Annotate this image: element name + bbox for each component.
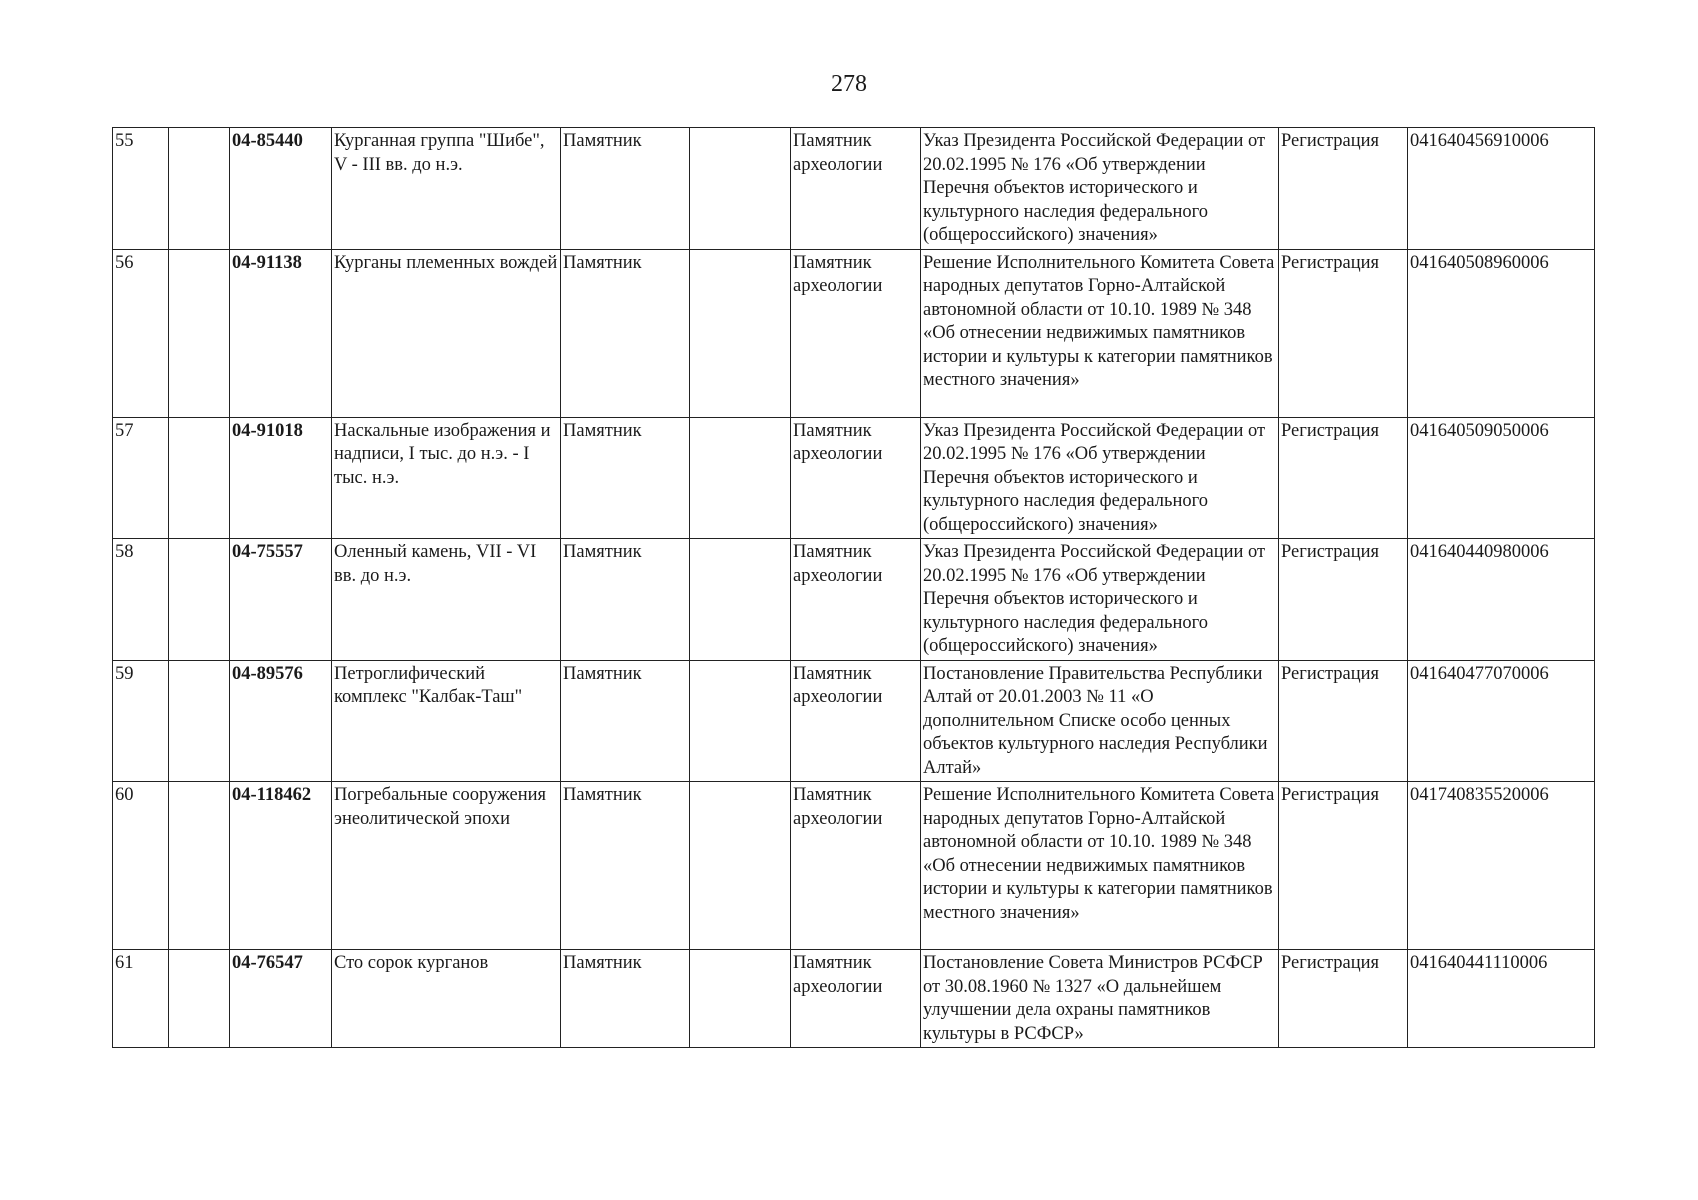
action-type: Регистрация <box>1279 782 1408 950</box>
registration-number: 041640477070006 <box>1408 660 1595 782</box>
object-name: Погребальные сооружения энеолитической эпохи <box>332 782 561 950</box>
object-kind: Памятник <box>561 128 690 250</box>
empty-cell <box>169 950 230 1048</box>
empty-cell <box>169 539 230 661</box>
empty-cell <box>690 128 791 250</box>
object-category: Памятник археологии <box>791 249 921 417</box>
object-category: Памятник археологии <box>791 128 921 250</box>
table-row <box>113 539 1595 661</box>
row-number: 56 <box>113 249 169 417</box>
object-category: Памятник археологии <box>791 950 921 1048</box>
object-category: Памятник археологии <box>791 660 921 782</box>
table-row <box>113 128 1595 250</box>
object-kind: Памятник <box>561 249 690 417</box>
table-row <box>113 417 1595 539</box>
row-number: 61 <box>113 950 169 1048</box>
object-category: Памятник археологии <box>791 417 921 539</box>
registration-number: 041640509050006 <box>1408 417 1595 539</box>
empty-cell <box>169 417 230 539</box>
empty-cell <box>169 249 230 417</box>
object-kind: Памятник <box>561 782 690 950</box>
object-kind: Памятник <box>561 417 690 539</box>
empty-cell <box>690 782 791 950</box>
row-number: 60 <box>113 782 169 950</box>
registration-number: 041640440980006 <box>1408 539 1595 661</box>
registry-table <box>112 127 1595 1048</box>
object-name: Сто сорок курганов <box>332 950 561 1048</box>
registration-number: 041640441110006 <box>1408 950 1595 1048</box>
table-row <box>113 249 1595 417</box>
legal-document: Решение Исполнительного Комитета Совета народных депутатов Горно-Алтайской автономной области от 10.10. 1989 № 348 «Об отнесении недвижимых памятников истории и культуры к категории памятников местного значения» <box>921 782 1279 950</box>
empty-cell <box>690 660 791 782</box>
legal-document: Решение Исполнительного Комитета Совета народных депутатов Горно-Алтайской автономной области от 10.10. 1989 № 348 «Об отнесении недвижимых памятников истории и культуры к категории памятников местного значения» <box>921 249 1279 417</box>
empty-cell <box>690 249 791 417</box>
page-number: 278 <box>831 71 867 97</box>
action-type: Регистрация <box>1279 249 1408 417</box>
object-code: 04-89576 <box>230 660 332 782</box>
object-category: Памятник археологии <box>791 539 921 661</box>
registration-number: 041640508960006 <box>1408 249 1595 417</box>
object-kind: Памятник <box>561 950 690 1048</box>
row-number: 57 <box>113 417 169 539</box>
object-name: Петроглифический комплекс "Калбак-Таш" <box>332 660 561 782</box>
table-row <box>113 660 1595 782</box>
action-type: Регистрация <box>1279 417 1408 539</box>
object-code: 04-85440 <box>230 128 332 250</box>
empty-cell <box>169 660 230 782</box>
object-code: 04-76547 <box>230 950 332 1048</box>
legal-document: Постановление Совета Министров РСФСР от 30.08.1960 № 1327 «О дальнейшем улучшении дела охраны памятников культуры в РСФСР» <box>921 950 1279 1048</box>
legal-document: Указ Президента Российской Федерации от 20.02.1995 № 176 «Об утверждении Перечня объектов исторического и культурного наследия федерального (общероссийского) значения» <box>921 539 1279 661</box>
action-type: Регистрация <box>1279 128 1408 250</box>
empty-cell <box>169 782 230 950</box>
action-type: Регистрация <box>1279 539 1408 661</box>
legal-document: Указ Президента Российской Федерации от 20.02.1995 № 176 «Об утверждении Перечня объектов исторического и культурного наследия федерального (общероссийского) значения» <box>921 417 1279 539</box>
object-name: Курганная группа "Шибе", V - III вв. до н.э. <box>332 128 561 250</box>
object-code: 04-91138 <box>230 249 332 417</box>
legal-document: Постановление Правительства Республики Алтай от 20.01.2003 № 11 «О дополнительном Списке особо ценных объектов культурного наследия Республики Алтай» <box>921 660 1279 782</box>
empty-cell <box>690 417 791 539</box>
object-code: 04-118462 <box>230 782 332 950</box>
registration-number: 041640456910006 <box>1408 128 1595 250</box>
object-code: 04-75557 <box>230 539 332 661</box>
row-number: 58 <box>113 539 169 661</box>
object-code: 04-91018 <box>230 417 332 539</box>
action-type: Регистрация <box>1279 660 1408 782</box>
empty-cell <box>690 539 791 661</box>
table-row <box>113 950 1595 1048</box>
action-type: Регистрация <box>1279 950 1408 1048</box>
table-row <box>113 782 1595 950</box>
row-number: 59 <box>113 660 169 782</box>
row-number: 55 <box>113 128 169 250</box>
empty-cell <box>690 950 791 1048</box>
legal-document: Указ Президента Российской Федерации от 20.02.1995 № 176 «Об утверждении Перечня объектов исторического и культурного наследия федерального (общероссийского) значения» <box>921 128 1279 250</box>
empty-cell <box>169 128 230 250</box>
object-name: Наскальные изображения и надписи, I тыс. до н.э. - I тыс. н.э. <box>332 417 561 539</box>
registration-number: 041740835520006 <box>1408 782 1595 950</box>
object-kind: Памятник <box>561 539 690 661</box>
object-name: Курганы племенных вождей <box>332 249 561 417</box>
object-kind: Памятник <box>561 660 690 782</box>
object-name: Оленный камень, VII - VI вв. до н.э. <box>332 539 561 661</box>
object-category: Памятник археологии <box>791 782 921 950</box>
